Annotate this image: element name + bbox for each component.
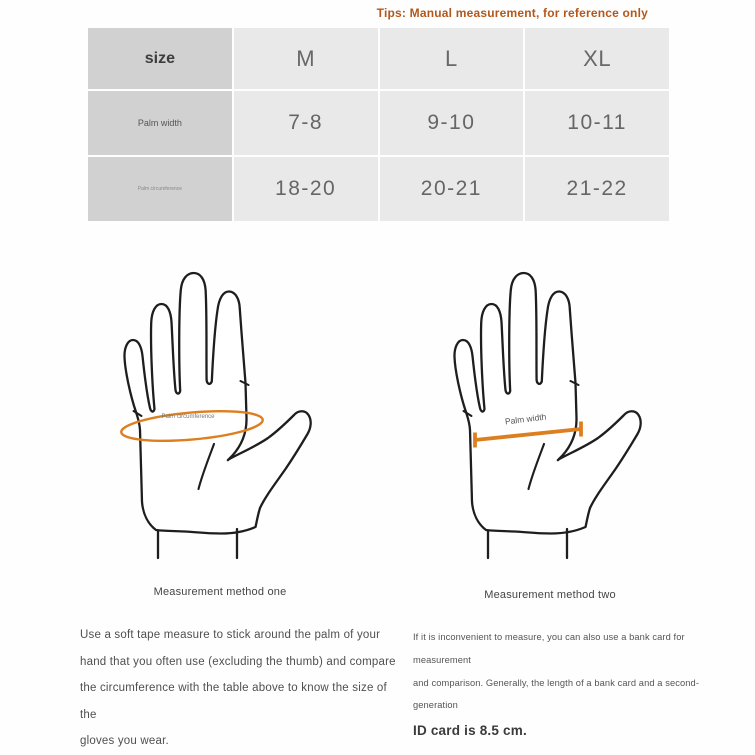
- description-line: hand that you often use (excluding the thumb) and compare: [80, 655, 396, 668]
- size-table-header-l: [380, 28, 524, 89]
- col-header-l: L: [445, 45, 458, 71]
- palm-width-l: 9-10: [427, 111, 476, 134]
- tips-note: Tips: Manual measurement, for reference only: [376, 6, 648, 20]
- caption-method-one: Measurement method one: [153, 586, 287, 598]
- palm-width-xl: 10-11: [567, 111, 627, 134]
- palm-circumference-label: Palm circumference: [137, 186, 182, 192]
- description-line: gloves you wear.: [80, 735, 169, 748]
- table-cell: [234, 157, 378, 221]
- width-annotation: Palm width: [504, 411, 547, 427]
- palm-circumference-l: 20-21: [420, 177, 482, 200]
- table-cell: [380, 157, 524, 221]
- description-line: the circumference with the table above to know the size of the: [80, 682, 387, 721]
- id-card-length-note: ID card is 8.5 cm.: [413, 723, 527, 739]
- palm-circumference-xl: 21-22: [566, 177, 628, 200]
- method-two-description: [413, 626, 708, 743]
- hand-illustration: [454, 273, 640, 558]
- size-table: [88, 28, 669, 221]
- size-table-header-m: [234, 28, 378, 89]
- palm-circumference-m: 18-20: [275, 177, 337, 200]
- description-line: Use a soft tape measure to stick around the palm of your: [80, 629, 381, 641]
- table-cell: [525, 157, 669, 221]
- hand-illustration: [124, 273, 310, 558]
- table-cell: [380, 91, 524, 155]
- row-label-palm-width: [88, 91, 232, 155]
- method-one-description: [80, 622, 402, 755]
- size-header-label: size: [144, 49, 175, 67]
- col-header-m: M: [296, 45, 316, 71]
- palm-width-label: Palm width: [137, 118, 182, 128]
- size-table-header-xl: [525, 28, 669, 89]
- size-table-header-size: [88, 28, 232, 89]
- description-line: and comparison. Generally, the length of a bank card and a second-generation: [413, 677, 700, 711]
- circumference-annotation: Palm circumference: [161, 414, 215, 420]
- col-header-xl: XL: [583, 45, 612, 71]
- table-cell: [525, 91, 669, 155]
- hand-diagram-circumference: [110, 268, 330, 563]
- palm-width-m: 7-8: [288, 111, 324, 134]
- table-cell: [234, 91, 378, 155]
- caption-method-two: Measurement method two: [484, 589, 616, 601]
- description-line: If it is inconvenient to measure, you can also use a bank card for measurement: [413, 632, 685, 665]
- hand-diagram-width: [440, 268, 660, 563]
- row-label-palm-circumference: [88, 157, 232, 221]
